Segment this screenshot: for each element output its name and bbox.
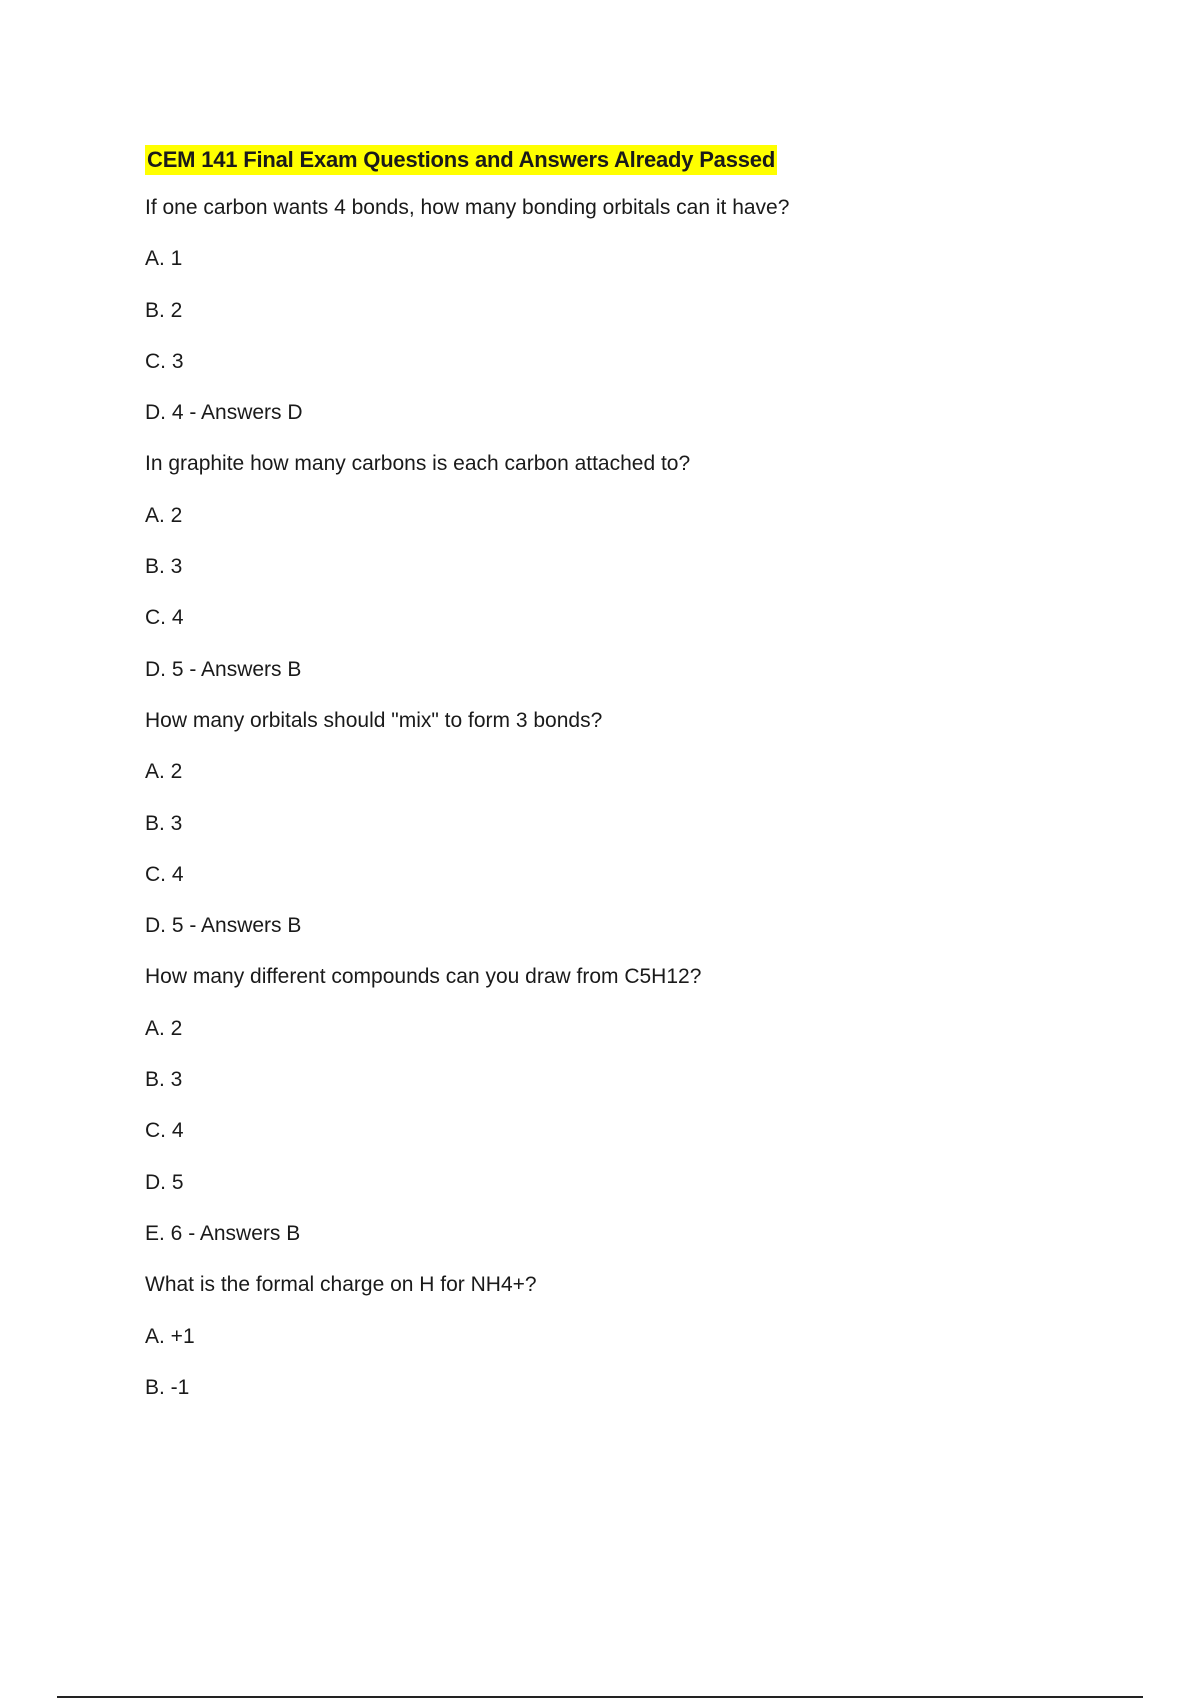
question-text: How many different compounds can you draw from C5H12? xyxy=(145,965,702,989)
question-list xyxy=(145,193,1105,1424)
answer-option: C. 4 xyxy=(145,1119,184,1143)
answer-option: A. 2 xyxy=(145,1016,183,1040)
answer-option: C. 3 xyxy=(145,349,184,373)
answer-option: C. 4 xyxy=(145,606,184,630)
answer-option: A. 1 xyxy=(145,247,183,271)
answer-option: D. 5 - Answers B xyxy=(145,657,302,681)
question-text: In graphite how many carbons is each carbon attached to? xyxy=(145,452,691,476)
answer-option: B. 3 xyxy=(145,1068,183,1092)
question-text: What is the formal charge on H for NH4+? xyxy=(145,1273,537,1297)
question-text: How many orbitals should "mix" to form 3 bonds? xyxy=(145,708,603,732)
answer-option: D. 5 xyxy=(145,1170,184,1194)
answer-option: B. 3 xyxy=(145,811,183,835)
answer-option: E. 6 - Answers B xyxy=(145,1221,301,1245)
answer-option: C. 4 xyxy=(145,862,184,886)
footer-divider xyxy=(57,1696,1143,1698)
answer-option: D. 4 - Answers D xyxy=(145,401,303,425)
answer-option: B. -1 xyxy=(145,1375,190,1399)
answer-option: A. 2 xyxy=(145,503,183,527)
answer-option: B. 2 xyxy=(145,298,183,322)
document-title: CEM 141 Final Exam Questions and Answers Already Passed xyxy=(145,145,777,175)
answer-option: A. +1 xyxy=(145,1324,195,1348)
answer-option: A. 2 xyxy=(145,760,183,784)
answer-option: D. 5 - Answers B xyxy=(145,914,302,938)
question-text: If one carbon wants 4 bonds, how many bonding orbitals can it have? xyxy=(145,196,790,219)
answer-option: B. 3 xyxy=(145,555,183,579)
